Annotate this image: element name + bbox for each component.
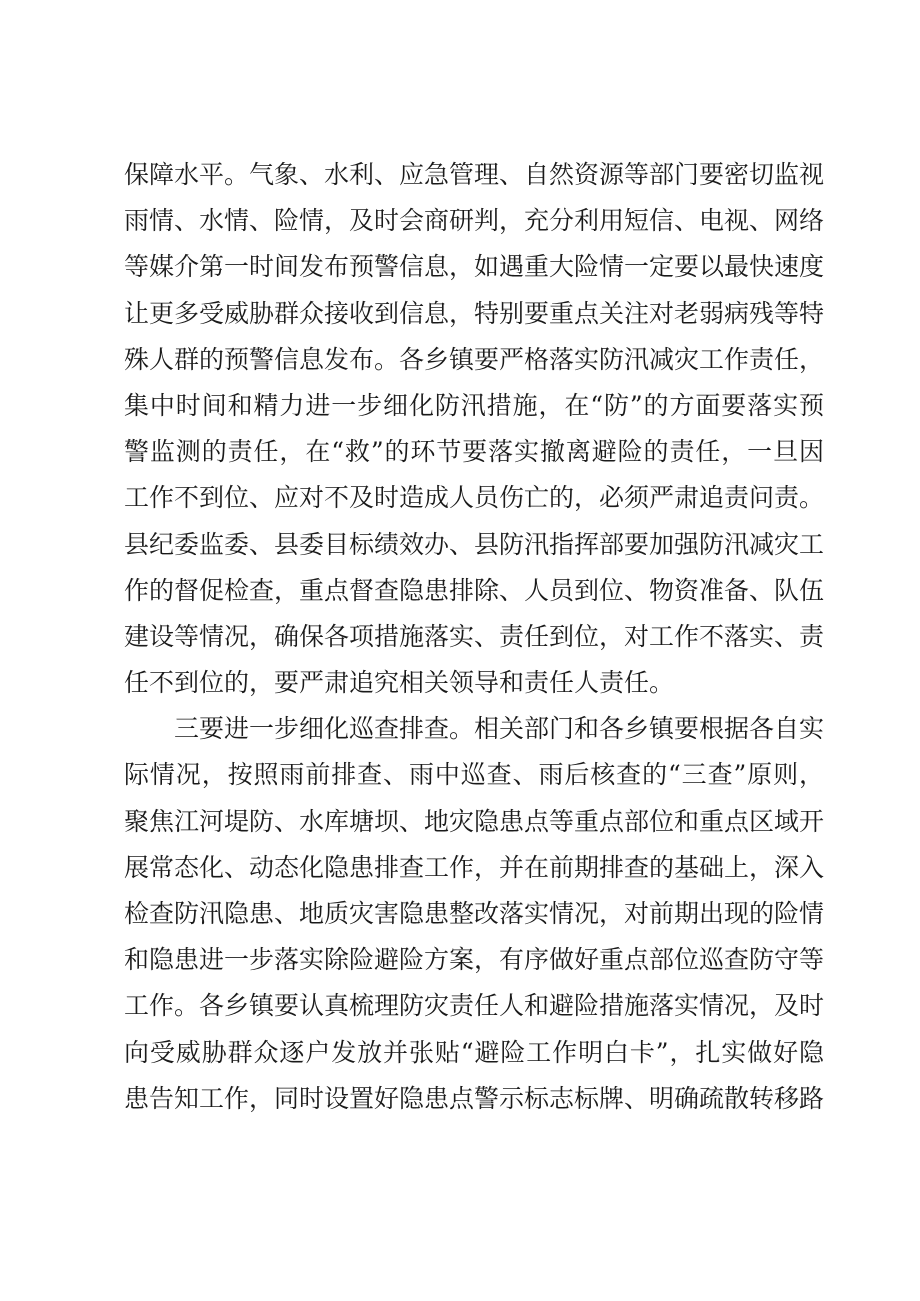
paragraph-line: 建设等情况，确保各项措施落实、责任到位，对工作不落实、责 [124, 621, 825, 651]
paragraph-line: 向受威胁群众逐户发放并张贴“避险工作明白卡”，扎实做好隐 [124, 1037, 824, 1067]
paragraph-line: 患告知工作，同时设置好隐患点警示标志标牌、明确疏散转移路 [124, 1083, 825, 1113]
paragraph-line: 工作不到位、应对不及时造成人员伤亡的，必须严肃追责问责。 [124, 483, 825, 513]
paragraph-line: 聚焦江河堤防、水库塘坝、地灾隐患点等重点部位和重点区域开 [124, 806, 825, 836]
paragraph-line: 检查防汛隐患、地质灾害隐患整改落实情况，对前期出现的险情 [124, 899, 825, 928]
paragraph-line: 等媒介第一时间发布预警信息，如遇重大险情一定要以最快速度 [124, 252, 825, 282]
paragraph-1 [124, 152, 824, 706]
paragraph-line: 际情况，按照雨前排查、雨中巡查、雨后核查的“三查”原则， [124, 760, 824, 790]
paragraph-line: 三要进一步细化巡查排查。相关部门和各乡镇要根据各自实 [174, 714, 825, 744]
paragraph-line: 县纪委监委、县委目标绩效办、县防汛指挥部要加强防汛减灾工 [124, 529, 825, 559]
paragraph-line: 让更多受威胁群众接收到信息，特别要重点关注对老弱病残等特 [124, 298, 825, 328]
paragraph-2 [124, 706, 824, 1122]
paragraph-line: 作的督促检查，重点督查隐患排除、人员到位、物资准备、队伍 [124, 575, 825, 605]
paragraph-line: 任不到位的，要严肃追究相关领导和责任人责任。 [124, 668, 675, 698]
paragraph-line: 警监测的责任，在“救”的环节要落实撤离避险的责任，一旦因 [124, 437, 824, 467]
paragraph-line: 雨情、水情、险情，及时会商研判，充分利用短信、电视、网络 [124, 206, 825, 236]
paragraph-line: 保障水平。气象、水利、应急管理、自然资源等部门要密切监视 [124, 160, 825, 189]
document-body [124, 152, 824, 1122]
paragraph-line: 展常态化、动态化隐患排查工作，并在前期排查的基础上，深入 [124, 852, 825, 882]
paragraph-line: 殊人群的预警信息发布。各乡镇要严格落实防汛减灾工作责任， [124, 344, 825, 374]
paragraph-line: 工作。各乡镇要认真梳理防灾责任人和避险措施落实情况，及时 [124, 991, 825, 1021]
paragraph-line: 集中时间和精力进一步细化防汛措施，在“防”的方面要落实预 [124, 390, 824, 420]
paragraph-line: 和隐患进一步落实除险避险方案，有序做好重点部位巡查防守等 [124, 945, 825, 975]
